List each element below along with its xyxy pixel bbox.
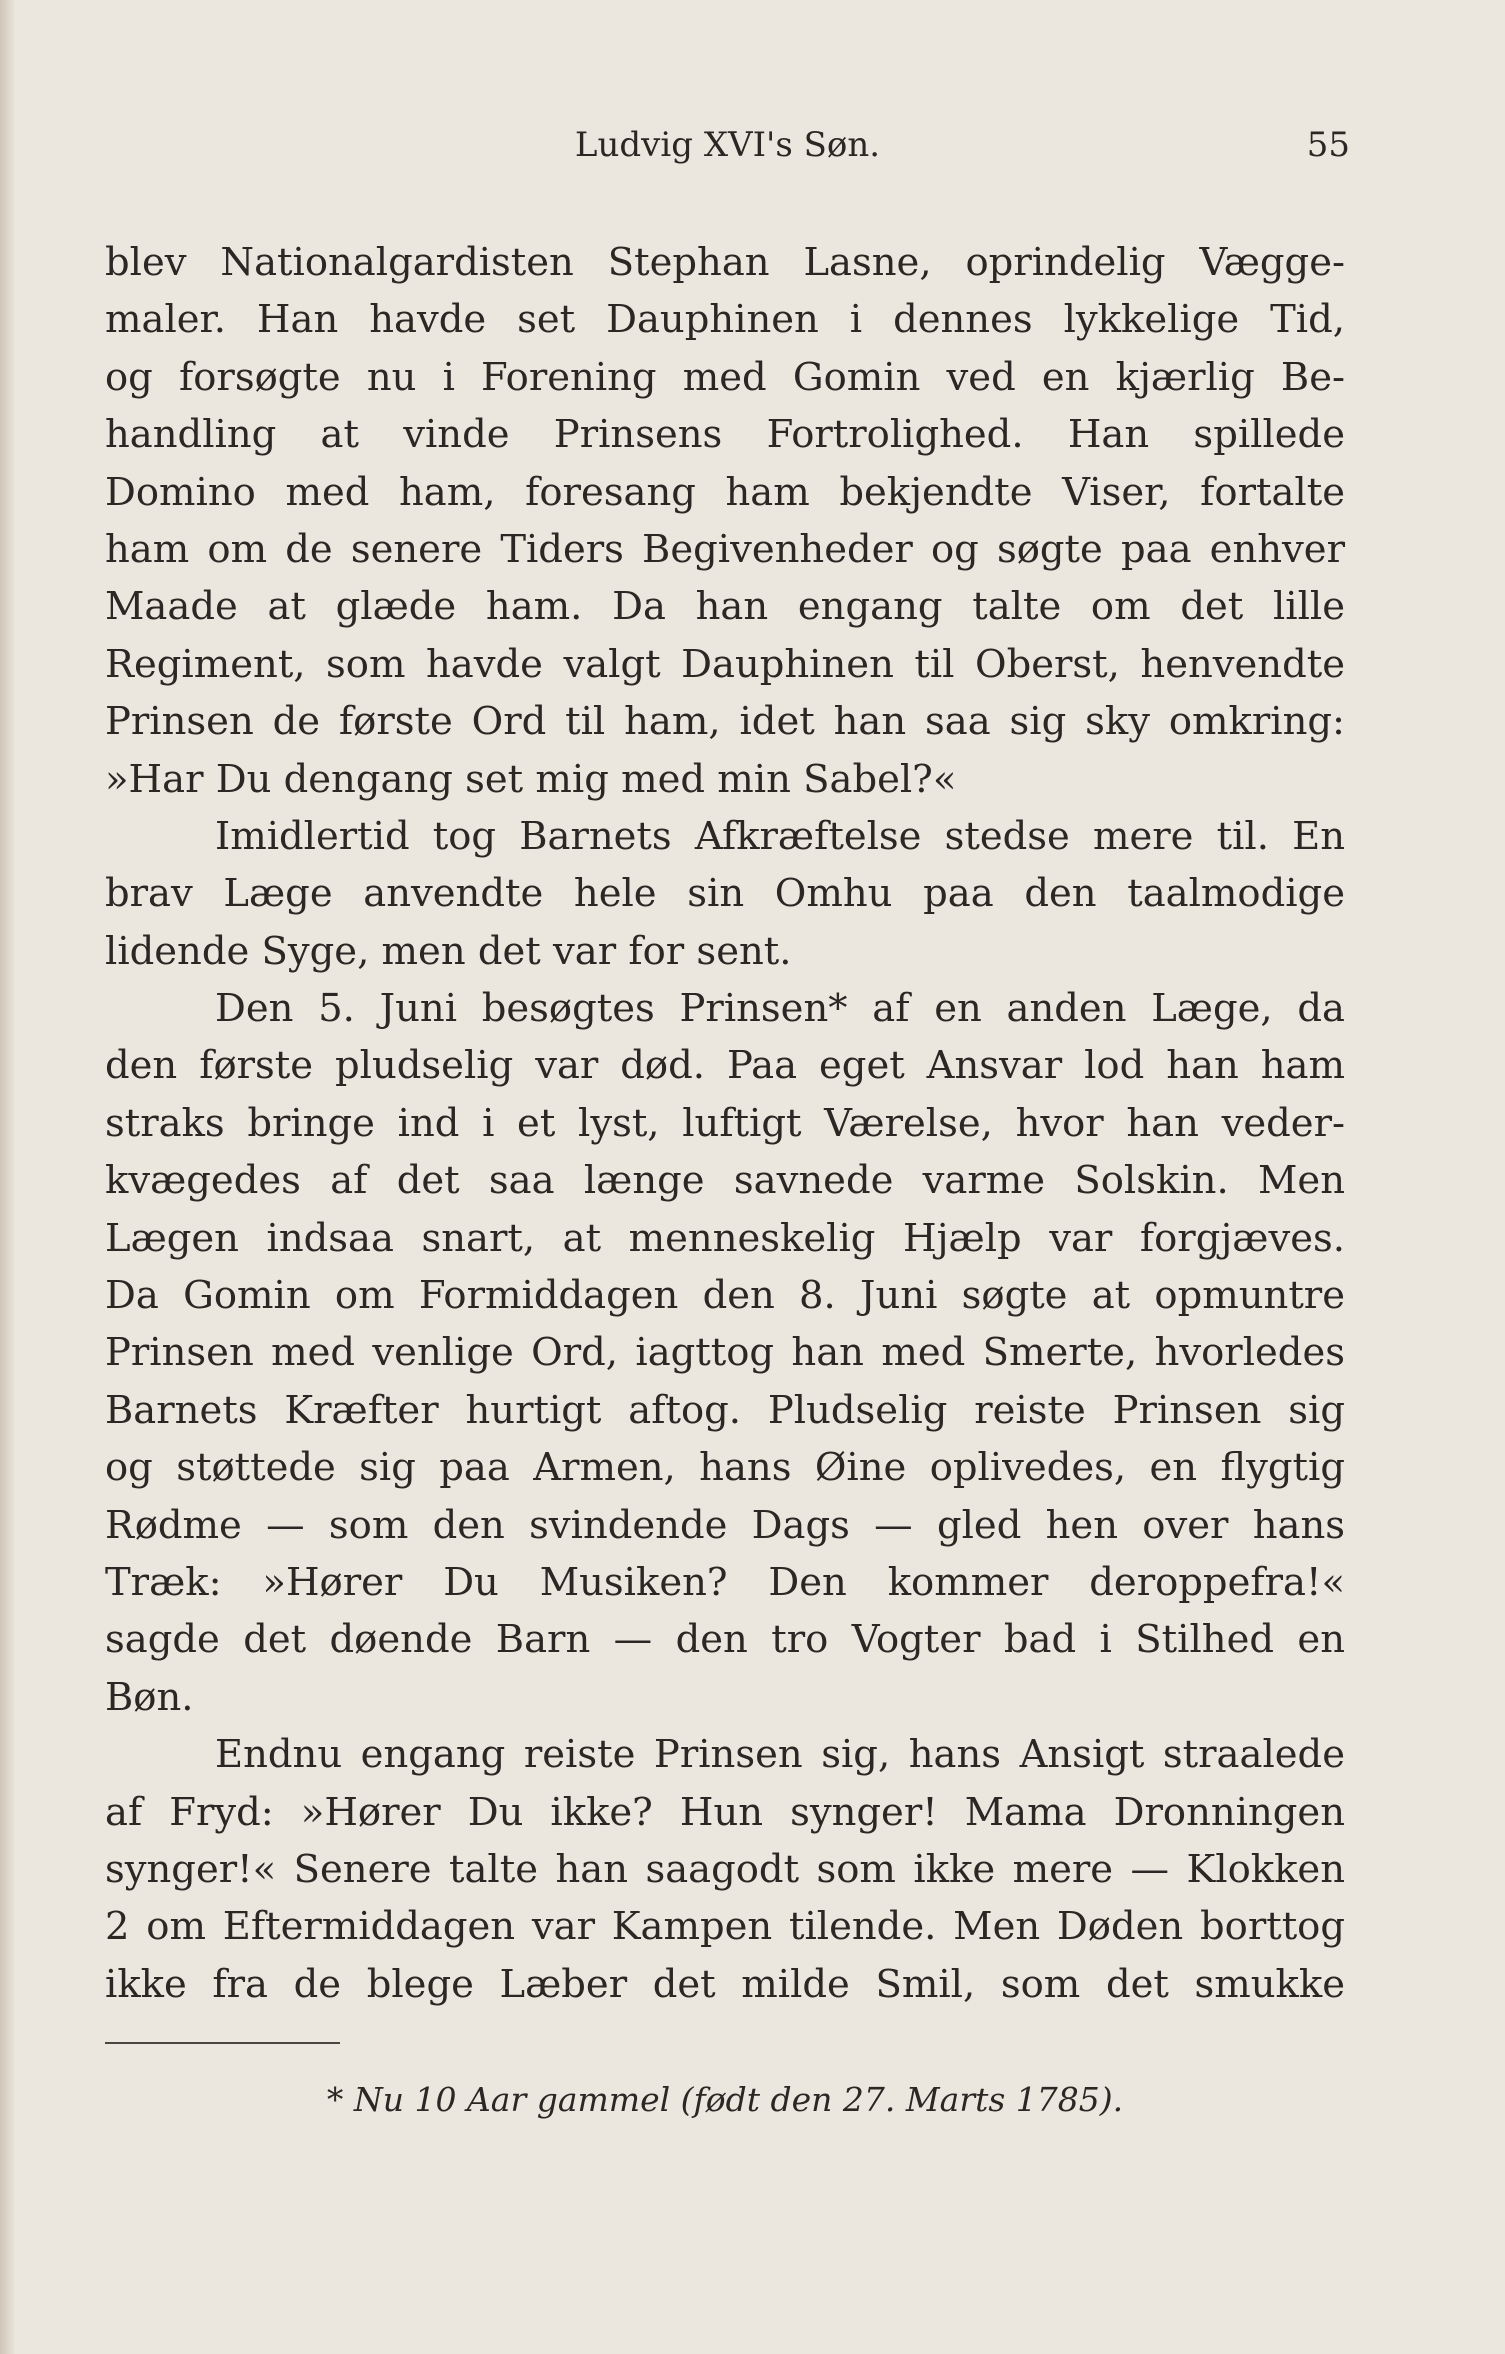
text-line: Rødme — som den svindende Dags — gled hen over hans <box>105 1502 1345 1548</box>
running-title: Ludvig XVI's Søn. <box>574 125 881 165</box>
text-line: synger!« Senere talte han saagodt som ikke mere — Klokken <box>105 1846 1345 1892</box>
text-line: brav Læge anvendte hele sin Omhu paa den taalmodige <box>105 871 1345 917</box>
text-line: ham om de senere Tiders Begivenheder og søgte paa enhver <box>105 526 1345 572</box>
text-line: ikke fra de blege Læber det milde Smil, som det smukke <box>105 1961 1345 2007</box>
text-line: Maade at glæde ham. Da han engang talte om det lille <box>105 584 1345 630</box>
text-line: den første pludselig var død. Paa eget Ansvar lod han ham <box>105 1043 1345 1089</box>
page-edge <box>0 0 14 2354</box>
text-line: Bøn. <box>105 1674 194 1720</box>
paragraph <box>105 808 1345 980</box>
text-line: Prinsen med venlige Ord, iagttog han med Smerte, hvorledes <box>105 1330 1345 1376</box>
text-line: Træk: »Hører Du Musiken? Den kommer deroppefra!« <box>105 1559 1345 1605</box>
text-line: straks bringe ind i et lyst, luftigt Værelse, hvor han veder- <box>105 1100 1345 1146</box>
body-text <box>105 234 1345 2013</box>
text-line: sagde det døende Barn — den tro Vogter bad i Stilhed en <box>105 1617 1345 1663</box>
text-line: kvægedes af det saa længe savnede varme Solskin. Men <box>105 1158 1345 1204</box>
text-line: maler. Han havde set Dauphinen i dennes lykkelige Tid, <box>105 297 1345 343</box>
paragraph <box>105 1726 1345 2013</box>
text-line: »Har Du dengang set mig med min Sabel?« <box>105 756 957 802</box>
paragraph <box>105 234 1345 808</box>
paragraph <box>105 980 1345 1726</box>
text-line: af Fryd: »Hører Du ikke? Hun synger! Mama Dronningen <box>105 1789 1345 1835</box>
text-line: Den 5. Juni besøgtes Prinsen* af en anden Læge, da <box>215 986 1345 1032</box>
footnote-rule <box>105 2042 340 2044</box>
footnote: * Nu 10 Aar gammel (født den 27. Marts 1785). <box>326 2080 1124 2119</box>
text-line: Endnu engang reiste Prinsen sig, hans Ansigt straalede <box>215 1732 1345 1778</box>
text-line: og forsøgte nu i Forening med Gomin ved en kjærlig Be- <box>105 354 1345 400</box>
page-header <box>105 125 1350 175</box>
text-line: Imidlertid tog Barnets Afkræftelse stedse mere til. En <box>215 813 1345 859</box>
text-line: Lægen indsaa snart, at menneskelig Hjælp var forgjæves. <box>105 1215 1345 1261</box>
text-line: lidende Syge, men det var for sent. <box>105 928 792 974</box>
text-line: blev Nationalgardisten Stephan Lasne, oprindelig Vægge- <box>105 240 1345 285</box>
text-line: og støttede sig paa Armen, hans Øine oplivedes, en flygtig <box>105 1445 1345 1491</box>
text-line: Prinsen de første Ord til ham, idet han saa sig sky omkring: <box>105 699 1345 745</box>
page-number: 55 <box>1306 125 1350 165</box>
text-line: handling at vinde Prinsens Fortrolighed. Han spillede <box>105 412 1345 458</box>
text-line: 2 om Eftermiddagen var Kampen tilende. Men Døden borttog <box>105 1904 1345 1950</box>
text-line: Barnets Kræfter hurtigt aftog. Pludselig reiste Prinsen sig <box>105 1387 1345 1433</box>
text-line: Domino med ham, foresang ham bekjendte Viser, fortalte <box>105 469 1345 515</box>
text-line: Regiment, som havde valgt Dauphinen til Oberst, henvendte <box>105 641 1345 687</box>
text-line: Da Gomin om Formiddagen den 8. Juni søgte at opmuntre <box>105 1273 1345 1319</box>
